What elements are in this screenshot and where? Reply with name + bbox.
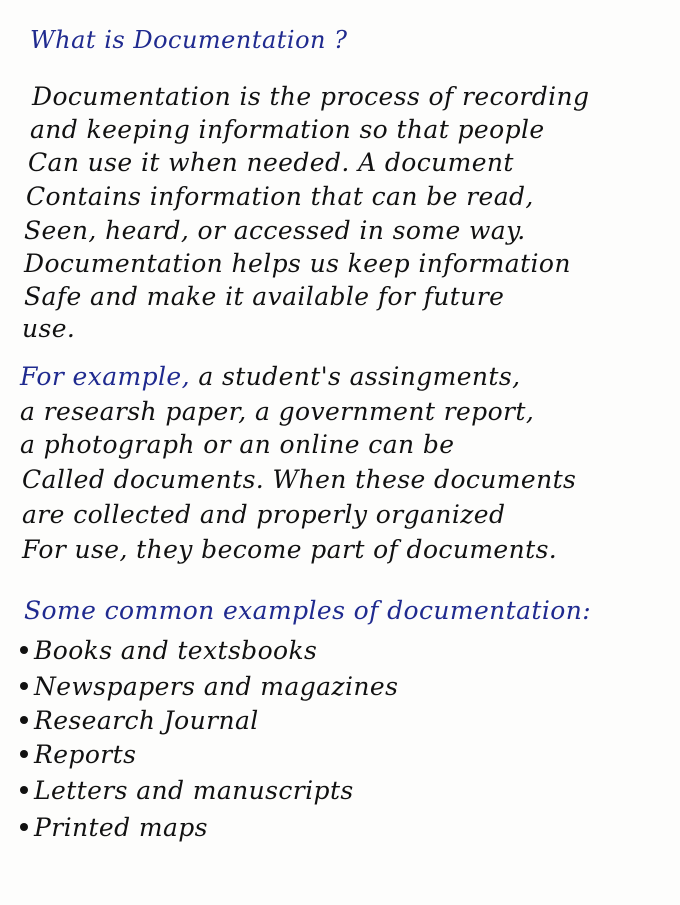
paragraph2-line-2: a researsh paper, a government report, [20, 397, 535, 426]
paragraph1-line-4: Contains information that can be read, [26, 182, 534, 211]
list-item [20, 708, 259, 733]
paragraph2-line-5: are collected and properly organized [22, 500, 506, 529]
examples-heading: Some common examples of documentation: [24, 596, 592, 625]
bullet-icon [20, 750, 28, 758]
bullet-icon [20, 716, 28, 724]
paragraph2-line-6: For use, they become part of documents. [22, 535, 558, 564]
paragraph2-line-3: a photograph or an online can be [20, 430, 455, 459]
list-item [20, 815, 208, 840]
list-item-label: Printed maps [34, 813, 208, 842]
list-item-label: Letters and manuscripts [34, 776, 354, 805]
bullet-icon [20, 823, 28, 831]
paragraph2-line-1 [20, 364, 520, 389]
bullet-icon [20, 786, 28, 794]
list-item [20, 638, 317, 663]
paragraph2-line-4: Called documents. When these documents [22, 465, 577, 494]
list-item [20, 778, 354, 803]
paragraph1-line-6: Documentation helps us keep information [24, 249, 571, 278]
paragraph1-line-8: use. [22, 314, 76, 343]
bullet-icon [20, 646, 28, 654]
paragraph1-line-3: Can use it when needed. A document [28, 148, 514, 177]
bullet-icon [20, 682, 28, 690]
paragraph1-line-7: Safe and make it available for future [24, 282, 505, 311]
list-item-label: Books and textsbooks [34, 636, 318, 665]
list-item-label: Newspapers and magazines [34, 672, 399, 701]
paragraph2-line-1-text: a student's assingments, [198, 362, 521, 391]
list-item-label: Reports [34, 740, 137, 769]
page-title: What is Documentation ? [30, 26, 348, 54]
paragraph1-line-2: and keeping information so that people [30, 115, 545, 144]
paragraph1-line-1: Documentation is the process of recording [32, 82, 590, 111]
list-item [20, 674, 398, 699]
list-item [20, 742, 136, 767]
paragraph1-line-5: Seen, heard, or accessed in some way. [24, 216, 526, 245]
list-item-label: Research Journal [34, 706, 259, 735]
paragraph2-lead: For example, [20, 362, 190, 391]
